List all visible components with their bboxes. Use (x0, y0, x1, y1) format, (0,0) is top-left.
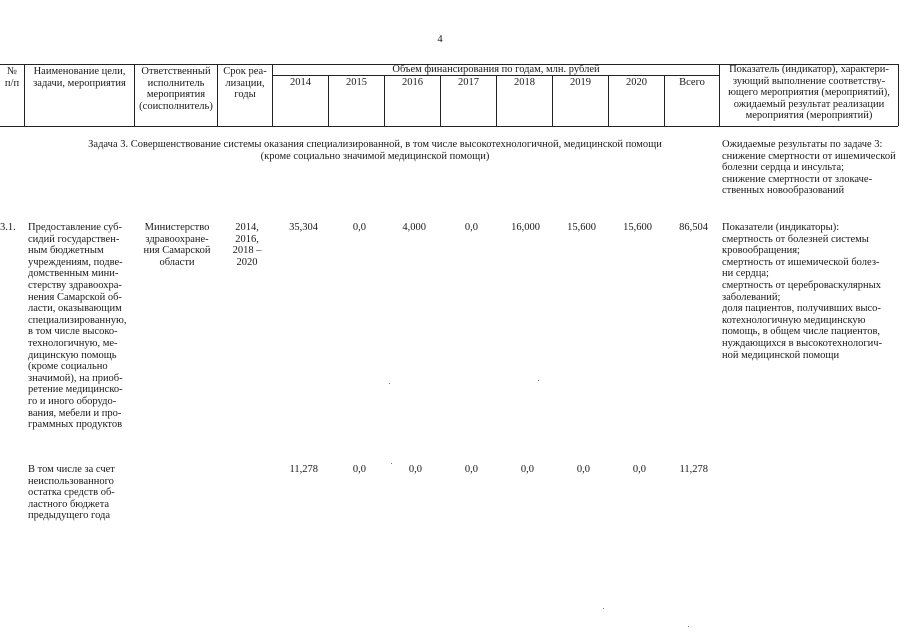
subrow-value-total: 11,278 (679, 464, 708, 475)
value-2020: 15,600 (623, 222, 652, 233)
measure-name: Предоставление суб- сидий государствен- ным бюджетным учреждениям, подве- домственным мини- стерству здравоохра- нения Самарской об- ласти, оказывающим специализированную, в том числе высоко- технологичную, ме- дицинскую помощь (кроме социально значимой), на приоб- ретение медицинско- го и иного оборудо- вания, мебели и про- граммных продуктов (28, 222, 127, 431)
subrow-value-2020: 0,0 (632, 464, 646, 475)
implementation-term: 2014, 2016, 2018 – 2020 (232, 222, 262, 268)
scan-speck (688, 626, 689, 627)
header-name: Наименование цели, задачи, мероприятия (33, 66, 126, 89)
task-title: Задача 3. Совершенствование системы оказания специализированной, в том числе высокотехнологичной, медицинской помощи (кроме социально значимой медицинской помощи) (88, 139, 662, 162)
header-year-2020: 2020 (626, 77, 647, 88)
subrow-value-2015: 0,0 (352, 464, 366, 475)
header-year-2019: 2019 (570, 77, 591, 88)
header-term: Срок реа- лизации, годы (223, 66, 267, 101)
value-2014: 35,304 (289, 222, 318, 233)
header-year-2014: 2014 (290, 77, 311, 88)
value-total: 86,504 (679, 222, 708, 233)
scan-speck (391, 463, 392, 464)
header-funding: Объем финансирования по годам, млн. рублей (392, 64, 600, 75)
subrow-value-2018: 0,0 (520, 464, 534, 475)
subrow-value-2019: 0,0 (576, 464, 590, 475)
header-year-2016: 2016 (402, 77, 423, 88)
scan-speck (538, 380, 539, 381)
subrow-value-2016: 0,0 (408, 464, 422, 475)
value-2015: 0,0 (352, 222, 366, 233)
scan-speck (389, 383, 390, 384)
page-number: 4 (437, 34, 443, 45)
header-responsible: Ответственный исполнитель мероприятия (соисполнитель) (139, 66, 213, 112)
subrow-name: В том числе за счет неиспользованного остатка средств об- ластного бюджета предыдущего года (28, 464, 115, 522)
header-total: Всего (679, 77, 705, 88)
header-year-2015: 2015 (346, 77, 367, 88)
row-indicators: Показатели (индикаторы): смертность от болезней системы кровообращения; смертность от ишемической болез- ни сердца; смертность от цереброваскулярных заболеваний; доля пациентов, получивших высо- котехнологичную медицинскую помощь, в общем числе пациентов, нуждающихся в высокотехнологич- ной медицинской помощи (722, 222, 883, 361)
header-indicator: Показатель (индикатор), характери- зующий выполнение соответству- ющего мероприятия (мероприятий), ожидаемый результат реализации мероприятия (мероприятий) (728, 64, 890, 122)
table-header-bottom-border (0, 126, 898, 127)
table-right-border (898, 64, 899, 126)
task-expected-results: Ожидаемые результаты по задаче 3: снижение смертности от ишемической болезни сердца и инсульта; снижение смертности от злокаче- ственных новообразований (722, 139, 896, 197)
value-2016: 4,000 (402, 222, 426, 233)
value-2018: 16,000 (511, 222, 540, 233)
responsible-executor: Министерство здравоохране- ния Самарской области (143, 222, 211, 268)
row-number: 3.1. (0, 222, 16, 233)
header-year-2017: 2017 (458, 77, 479, 88)
subrow-value-2017: 0,0 (464, 464, 478, 475)
header-num: № п/п (4, 66, 20, 89)
header-year-2018: 2018 (514, 77, 535, 88)
value-2019: 15,600 (567, 222, 596, 233)
scan-speck (603, 608, 604, 609)
value-2017: 0,0 (464, 222, 478, 233)
subrow-value-2014: 11,278 (289, 464, 318, 475)
